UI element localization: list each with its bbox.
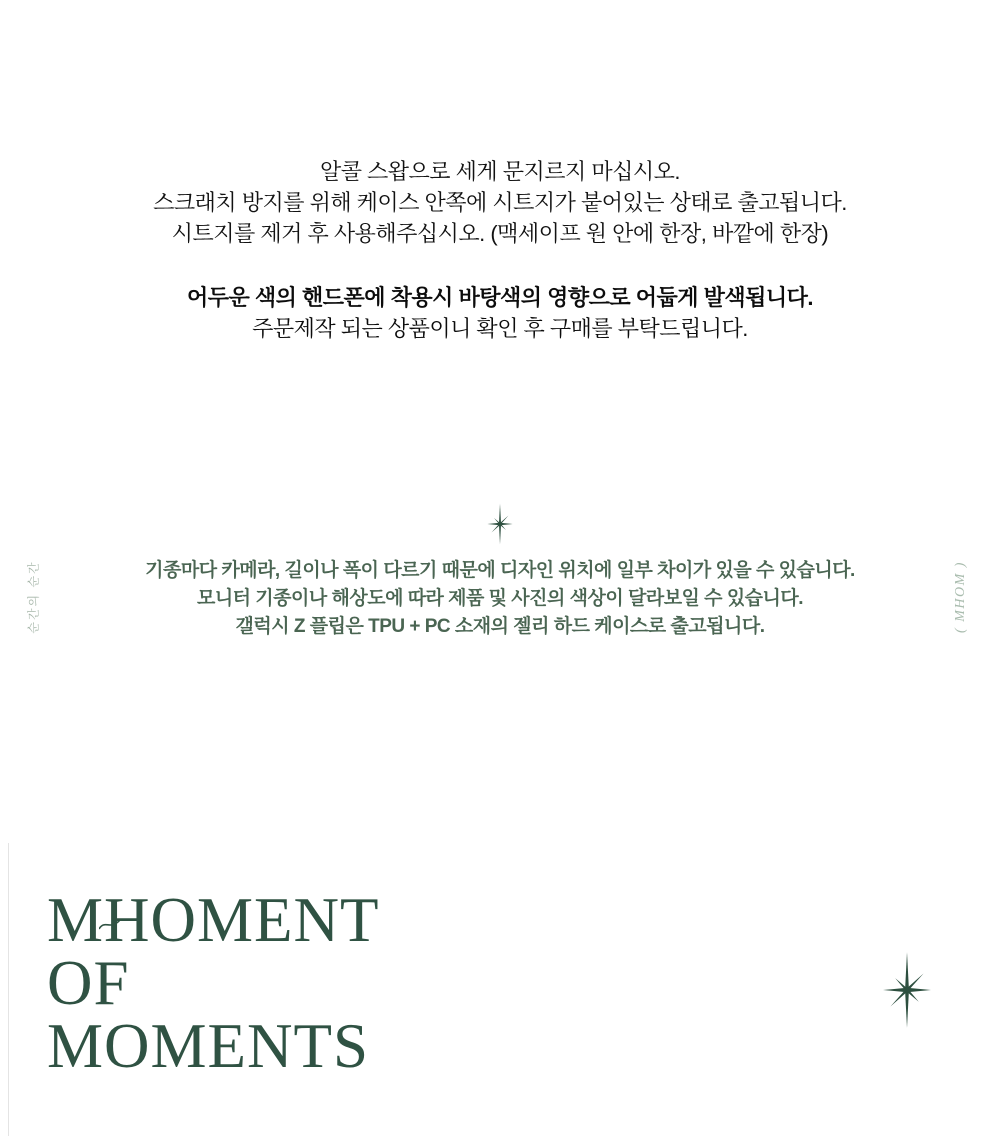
notice-line-2: 스크래치 방지를 위해 케이스 안쪽에 시트지가 붙어있는 상태로 출고됩니다. xyxy=(153,190,847,215)
logo-line-1: MHOMENT xyxy=(47,885,380,955)
brand-section xyxy=(8,843,1000,1136)
logo-line-2: OF xyxy=(47,948,130,1018)
info-line-1: 기종마다 카메라, 길이나 폭이 다르기 때문에 디자인 위치에 일부 차이가 있을 수 있습니다. xyxy=(145,560,855,581)
brand-logo xyxy=(47,885,380,1081)
notice-line-1: 알콜 스왑으로 세게 문지르지 마십시오. xyxy=(319,159,681,184)
warning-bold-line: 어두운 색의 핸드폰에 착용시 바탕색의 영향으로 어둡게 발색됩니다. xyxy=(187,285,813,310)
side-label-left: 순간의 순간 xyxy=(26,560,41,634)
logo-line-3: MOMENTS xyxy=(47,1011,370,1081)
sparkle-star-icon-large xyxy=(879,951,935,1029)
product-info xyxy=(0,557,1000,641)
color-warning xyxy=(0,282,1000,344)
mh-ligature-curve xyxy=(99,917,121,933)
warning-normal-line: 주문제작 되는 상품이니 확인 후 구매를 부탁드립니다. xyxy=(252,316,748,341)
info-line-3: 갤럭시 Z 플립은 TPU + PC 소재의 젤리 하드 케이스로 출고됩니다. xyxy=(235,616,765,637)
notice-line-3: 시트지를 제거 후 사용해주십시오. (맥세이프 원 안에 한장, 바깥에 한장) xyxy=(171,221,829,246)
info-line-2: 모니터 기종이나 해상도에 따라 제품 및 사진의 색상이 달라보일 수 있습니다. xyxy=(196,588,804,609)
sparkle-star-icon xyxy=(485,503,515,545)
side-label-right: ( MHOM ) xyxy=(953,561,968,633)
usage-notice xyxy=(0,156,1000,249)
